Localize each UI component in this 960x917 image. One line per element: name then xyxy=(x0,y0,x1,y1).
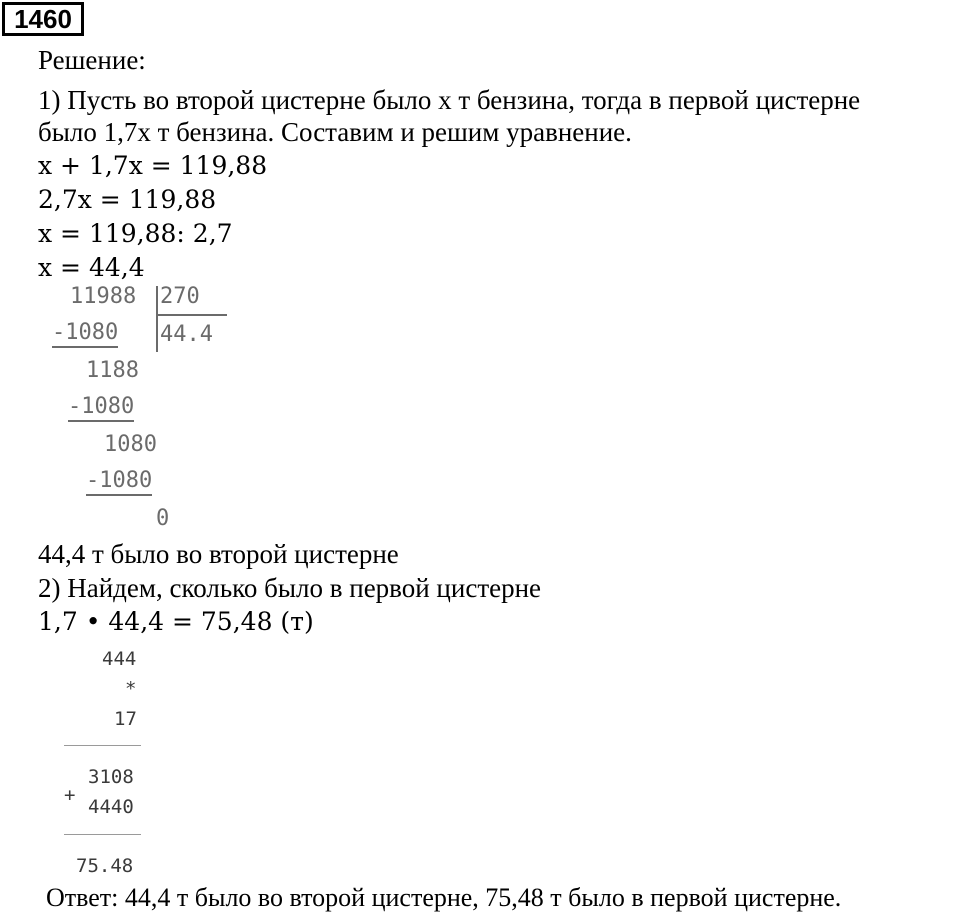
division-row-4: 1080 xyxy=(104,432,157,457)
division-row-3: -1080 xyxy=(68,394,134,422)
division-row-2: 1188 xyxy=(86,358,139,383)
mult-product: 75.48 xyxy=(76,855,134,877)
problem-number: 1460 xyxy=(2,2,84,36)
division-dividend: 11988 xyxy=(70,284,137,309)
solution-label: Решение: xyxy=(38,45,146,75)
division-row-1: -1080 xyxy=(52,320,118,348)
division-row-6: 0 xyxy=(156,506,170,531)
division-divisor: 270 xyxy=(160,284,200,309)
equation-4: x = 44,4 xyxy=(38,253,145,282)
equation-3: x = 119,88: 2,7 xyxy=(38,219,233,248)
equation-2: 2,7x = 119,88 xyxy=(38,185,217,214)
step1-line1: 1) Пусть во второй цистерне было x т бензина, тогда в первой цистерне xyxy=(38,85,861,115)
result-second-tank: 44,4 т было во второй цистерне xyxy=(38,539,399,569)
answer-text: Ответ: 44,4 т было во второй цистерне, 75,48 т было в первой цистерне. xyxy=(46,883,842,912)
step2-text: 2) Найдем, сколько было в первой цистерне xyxy=(38,573,542,603)
mult-partial-1: 3108 xyxy=(88,766,134,788)
division-bar-vertical xyxy=(156,286,158,352)
mult-operator: * xyxy=(125,678,137,700)
mult-line-2 xyxy=(64,834,141,835)
mult-plus: + xyxy=(64,784,76,806)
mult-partial-2: 4440 xyxy=(88,796,134,818)
equation-1: x + 1,7x = 119,88 xyxy=(38,151,268,180)
division-row-5: -1080 xyxy=(86,468,152,496)
mult-line-1 xyxy=(64,745,141,746)
division-bar-horizontal xyxy=(157,314,227,316)
step1-line2: было 1,7x т бензина. Составим и решим уравнение. xyxy=(38,117,632,147)
multiplication-equation: 1,7 • 44,4 = 75,48 (т) xyxy=(38,607,314,636)
division-quotient: 44.4 xyxy=(160,322,213,347)
mult-factor-2: 17 xyxy=(114,708,137,730)
mult-factor-1: 444 xyxy=(102,648,137,670)
